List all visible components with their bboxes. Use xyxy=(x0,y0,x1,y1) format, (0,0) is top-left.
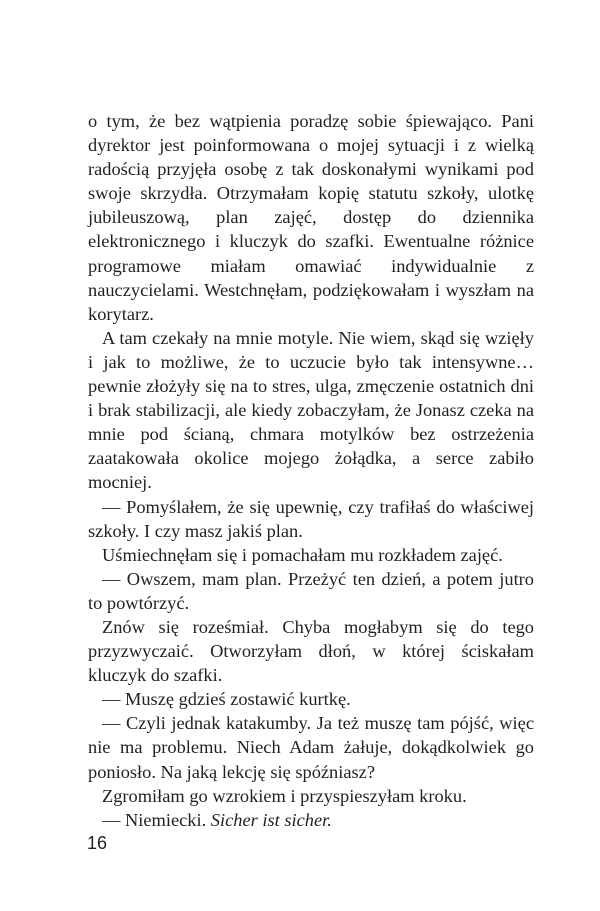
paragraph: A tam czekały na mnie motyle. Nie wiem, skąd się wzięły i jak to możliwe, że to uczucie było tak intensywne… pewnie złożyły się na to stres, ulga, zmęczenie ostatnich dni i brak stabilizacji, ale kiedy zobaczyłam, że Jonasz czeka na mnie pod ścianą, chmara motylków bez ostrzeżenia zaatakowała okolice mojego żołądka, a serce zabiło mocniej. xyxy=(88,327,534,493)
paragraph: — Pomyślałem, że się upewnię, czy trafiłaś do właściwej szkoły. I czy masz jakiś plan. xyxy=(88,496,534,541)
paragraph: Uśmiechnęłam się i pomachałam mu rozkładem zajęć. xyxy=(102,544,503,565)
page-number: 16 xyxy=(87,833,108,853)
body-text xyxy=(88,109,534,832)
paragraph: — Owszem, mam plan. Przeżyć ten dzień, a potem jutro to powtórzyć. xyxy=(88,568,534,613)
paragraph: Znów się roześmiał. Chyba mogłabym się do tego przyzwyczaić. Otworzyłam dłoń, w której ściskałam kluczyk do szafki. xyxy=(88,616,534,686)
italic-phrase: Sicher ist sicher. xyxy=(210,809,332,830)
dialogue-text: — Niemiecki. xyxy=(102,809,211,830)
paragraph: o tym, że bez wątpienia poradzę sobie śpiewająco. Pani dyrektor jest poinformowana o mojej sytuacji i z wielką radością przyjęła osobę z tak doskonałymi wynikami pod swoje skrzydła. Otrzymałam kopię statutu szkoły, ulotkę jubileuszową, plan zajęć, dostęp do dziennika elektronicznego i kluczyk do szafki. Ewentualne różnice programowe miałam omawiać indywidualnie z nauczycielami. Westchnęłam, podziękowałam i wyszłam na korytarz. xyxy=(88,111,534,324)
paragraph: Zgromiłam go wzrokiem i przyspieszyłam kroku. xyxy=(102,785,467,806)
paragraph: — Muszę gdzieś zostawić kurtkę. xyxy=(102,689,351,710)
paragraph-last xyxy=(88,808,534,832)
paragraph: — Czyli jednak katakumby. Ja też muszę tam pójść, więc nie ma problemu. Niech Adam żałuje, dokądkolwiek go poniosło. Na jaką lekcję się spóźniasz? xyxy=(88,713,534,782)
